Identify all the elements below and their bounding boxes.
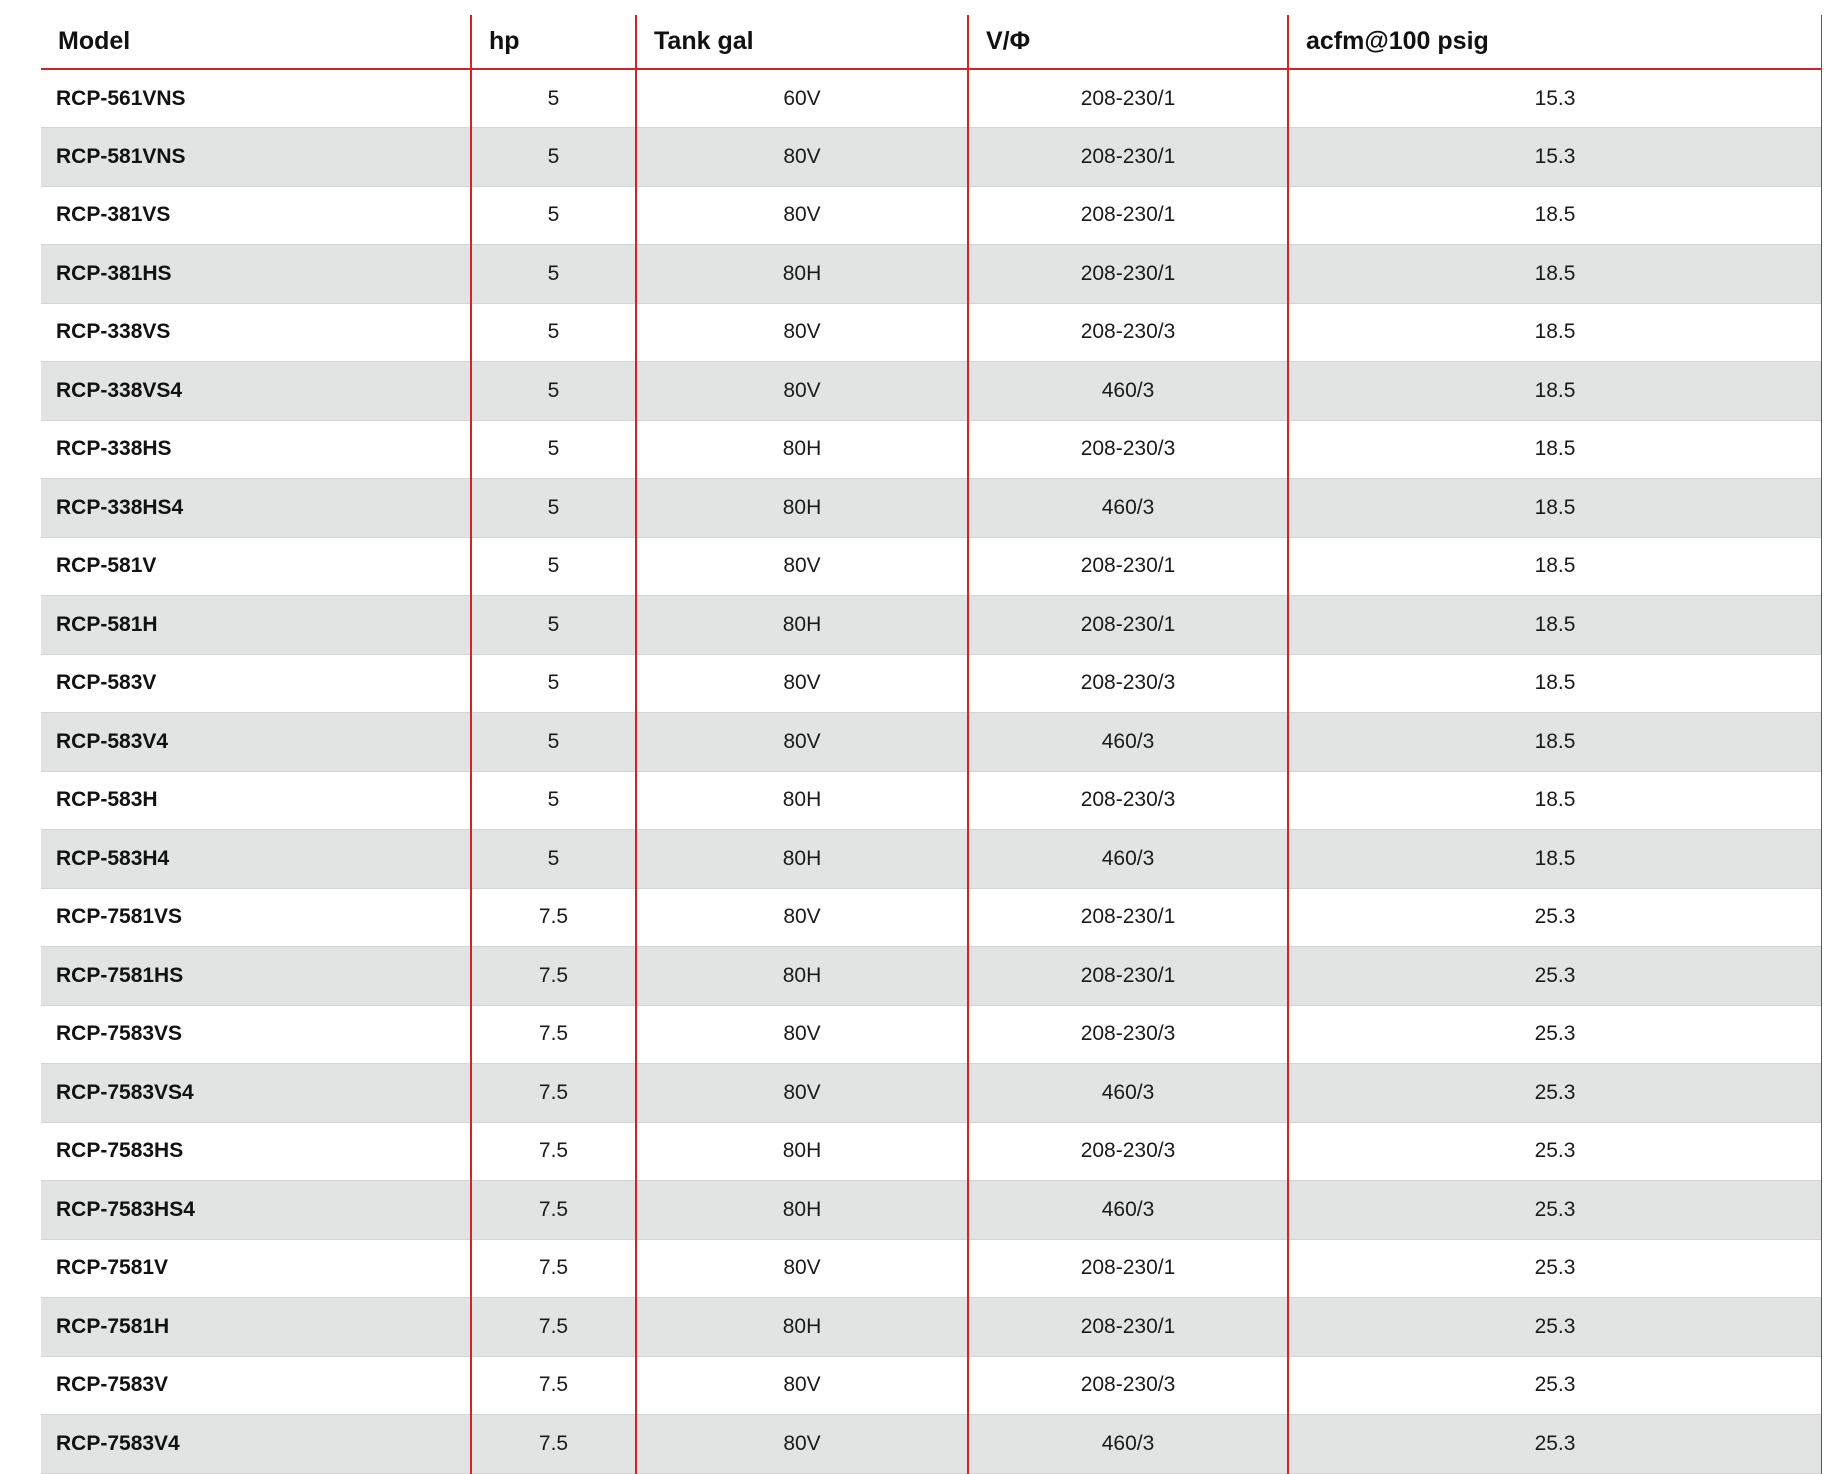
- cell-model: RCP-583H4: [41, 830, 471, 889]
- cell-acfm: 18.5: [1288, 362, 1822, 421]
- cell-hp: 5: [471, 830, 636, 889]
- cell-voltage: 460/3: [968, 362, 1288, 421]
- cell-acfm: 18.5: [1288, 713, 1822, 772]
- cell-acfm: 25.3: [1288, 1298, 1822, 1357]
- cell-acfm: 18.5: [1288, 420, 1822, 479]
- table-row: [41, 69, 1822, 128]
- cell-voltage: 208-230/1: [968, 245, 1288, 304]
- cell-model: RCP-7581V: [41, 1239, 471, 1298]
- cell-tank: 80H: [636, 1122, 968, 1181]
- cell-acfm: 25.3: [1288, 888, 1822, 947]
- cell-tank: 80H: [636, 771, 968, 830]
- cell-hp: 5: [471, 362, 636, 421]
- cell-model: RCP-338HS4: [41, 479, 471, 538]
- cell-voltage: 208-230/3: [968, 1356, 1288, 1415]
- cell-acfm: 18.5: [1288, 537, 1822, 596]
- cell-tank: 80H: [636, 420, 968, 479]
- cell-tank: 80V: [636, 888, 968, 947]
- cell-hp: 7.5: [471, 1356, 636, 1415]
- table-row: [41, 771, 1822, 830]
- header-row: [41, 15, 1822, 69]
- cell-model: RCP-7581VS: [41, 888, 471, 947]
- cell-model: RCP-7581HS: [41, 947, 471, 1006]
- cell-hp: 5: [471, 245, 636, 304]
- cell-hp: 7.5: [471, 947, 636, 1006]
- cell-hp: 7.5: [471, 1298, 636, 1357]
- cell-voltage: 460/3: [968, 830, 1288, 889]
- cell-hp: 5: [471, 303, 636, 362]
- cell-acfm: 15.3: [1288, 69, 1822, 128]
- cell-tank: 80H: [636, 947, 968, 1006]
- cell-voltage: 208-230/3: [968, 303, 1288, 362]
- cell-acfm: 25.3: [1288, 1415, 1822, 1474]
- cell-voltage: 208-230/1: [968, 186, 1288, 245]
- cell-acfm: 18.5: [1288, 654, 1822, 713]
- column-header-tank: Tank gal: [636, 15, 968, 69]
- cell-tank: 80H: [636, 245, 968, 304]
- cell-hp: 5: [471, 654, 636, 713]
- cell-voltage: 208-230/3: [968, 1005, 1288, 1064]
- cell-hp: 7.5: [471, 1239, 636, 1298]
- cell-model: RCP-7583V: [41, 1356, 471, 1415]
- cell-hp: 5: [471, 713, 636, 772]
- cell-tank: 80H: [636, 479, 968, 538]
- cell-tank: 80H: [636, 596, 968, 655]
- cell-model: RCP-583H: [41, 771, 471, 830]
- cell-hp: 5: [471, 186, 636, 245]
- cell-hp: 7.5: [471, 1415, 636, 1474]
- cell-acfm: 18.5: [1288, 245, 1822, 304]
- cell-voltage: 460/3: [968, 713, 1288, 772]
- column-header-voltage: V/Φ: [968, 15, 1288, 69]
- table-row: [41, 1356, 1822, 1415]
- cell-hp: 7.5: [471, 1122, 636, 1181]
- table-row: [41, 713, 1822, 772]
- table-row: [41, 1298, 1822, 1357]
- cell-tank: 80V: [636, 1239, 968, 1298]
- cell-voltage: 208-230/1: [968, 128, 1288, 187]
- cell-acfm: 25.3: [1288, 947, 1822, 1006]
- cell-tank: 80V: [636, 713, 968, 772]
- cell-acfm: 18.5: [1288, 596, 1822, 655]
- cell-voltage: 208-230/1: [968, 596, 1288, 655]
- cell-model: RCP-581VNS: [41, 128, 471, 187]
- cell-acfm: 25.3: [1288, 1064, 1822, 1123]
- cell-acfm: 25.3: [1288, 1181, 1822, 1240]
- cell-model: RCP-7583V4: [41, 1415, 471, 1474]
- cell-model: RCP-7583HS: [41, 1122, 471, 1181]
- cell-model: RCP-7581H: [41, 1298, 471, 1357]
- table-row: [41, 830, 1822, 889]
- table-row: [41, 947, 1822, 1006]
- cell-tank: 80V: [636, 654, 968, 713]
- cell-hp: 5: [471, 596, 636, 655]
- cell-voltage: 208-230/3: [968, 1122, 1288, 1181]
- table-row: [41, 186, 1822, 245]
- cell-tank: 80H: [636, 1181, 968, 1240]
- cell-acfm: 18.5: [1288, 830, 1822, 889]
- table-row: [41, 888, 1822, 947]
- cell-voltage: 208-230/3: [968, 420, 1288, 479]
- cell-acfm: 25.3: [1288, 1122, 1822, 1181]
- cell-tank: 80V: [636, 303, 968, 362]
- cell-voltage: 208-230/1: [968, 947, 1288, 1006]
- column-header-acfm: acfm@100 psig: [1288, 15, 1822, 69]
- compressor-spec-table: [41, 15, 1822, 1474]
- cell-acfm: 18.5: [1288, 186, 1822, 245]
- cell-hp: 5: [471, 69, 636, 128]
- table-row: [41, 420, 1822, 479]
- cell-hp: 7.5: [471, 1064, 636, 1123]
- cell-voltage: 208-230/1: [968, 537, 1288, 596]
- cell-voltage: 208-230/1: [968, 1239, 1288, 1298]
- table-row: [41, 1239, 1822, 1298]
- cell-acfm: 25.3: [1288, 1005, 1822, 1064]
- cell-model: RCP-581V: [41, 537, 471, 596]
- table-row: [41, 654, 1822, 713]
- cell-model: RCP-583V: [41, 654, 471, 713]
- cell-hp: 7.5: [471, 1181, 636, 1240]
- cell-hp: 5: [471, 771, 636, 830]
- cell-model: RCP-561VNS: [41, 69, 471, 128]
- cell-tank: 80V: [636, 362, 968, 421]
- cell-tank: 80H: [636, 830, 968, 889]
- table-row: [41, 1005, 1822, 1064]
- cell-hp: 5: [471, 537, 636, 596]
- table-header: [41, 15, 1822, 69]
- cell-tank: 80V: [636, 537, 968, 596]
- cell-voltage: 460/3: [968, 1415, 1288, 1474]
- cell-model: RCP-338VS: [41, 303, 471, 362]
- cell-model: RCP-7583VS4: [41, 1064, 471, 1123]
- cell-tank: 80V: [636, 1064, 968, 1123]
- cell-hp: 7.5: [471, 888, 636, 947]
- cell-hp: 5: [471, 479, 636, 538]
- cell-tank: 60V: [636, 69, 968, 128]
- table-row: [41, 245, 1822, 304]
- cell-model: RCP-581H: [41, 596, 471, 655]
- cell-model: RCP-7583VS: [41, 1005, 471, 1064]
- cell-voltage: 460/3: [968, 1064, 1288, 1123]
- table-row: [41, 1064, 1822, 1123]
- table-row: [41, 1415, 1822, 1474]
- cell-acfm: 15.3: [1288, 128, 1822, 187]
- cell-tank: 80V: [636, 1005, 968, 1064]
- cell-model: RCP-7583HS4: [41, 1181, 471, 1240]
- table-row: [41, 596, 1822, 655]
- cell-tank: 80V: [636, 186, 968, 245]
- column-header-model: Model: [41, 15, 471, 69]
- cell-voltage: 460/3: [968, 479, 1288, 538]
- cell-hp: 7.5: [471, 1005, 636, 1064]
- cell-acfm: 18.5: [1288, 771, 1822, 830]
- cell-voltage: 208-230/1: [968, 69, 1288, 128]
- cell-voltage: 208-230/3: [968, 654, 1288, 713]
- cell-acfm: 18.5: [1288, 303, 1822, 362]
- cell-acfm: 25.3: [1288, 1239, 1822, 1298]
- cell-voltage: 208-230/1: [968, 888, 1288, 947]
- table-row: [41, 479, 1822, 538]
- cell-hp: 5: [471, 128, 636, 187]
- cell-voltage: 208-230/3: [968, 771, 1288, 830]
- table-row: [41, 1181, 1822, 1240]
- cell-acfm: 25.3: [1288, 1356, 1822, 1415]
- table-row: [41, 303, 1822, 362]
- table-row: [41, 362, 1822, 421]
- cell-tank: 80V: [636, 128, 968, 187]
- cell-voltage: 208-230/1: [968, 1298, 1288, 1357]
- table-row: [41, 128, 1822, 187]
- cell-voltage: 460/3: [968, 1181, 1288, 1240]
- cell-tank: 80V: [636, 1415, 968, 1474]
- cell-hp: 5: [471, 420, 636, 479]
- spec-table-container: [41, 15, 1822, 1474]
- table-row: [41, 1122, 1822, 1181]
- cell-tank: 80V: [636, 1356, 968, 1415]
- table-row: [41, 537, 1822, 596]
- cell-model: RCP-338VS4: [41, 362, 471, 421]
- cell-acfm: 18.5: [1288, 479, 1822, 538]
- cell-model: RCP-583V4: [41, 713, 471, 772]
- cell-model: RCP-338HS: [41, 420, 471, 479]
- cell-tank: 80H: [636, 1298, 968, 1357]
- table-body: [41, 69, 1822, 1473]
- column-header-hp: hp: [471, 15, 636, 69]
- cell-model: RCP-381HS: [41, 245, 471, 304]
- cell-model: RCP-381VS: [41, 186, 471, 245]
